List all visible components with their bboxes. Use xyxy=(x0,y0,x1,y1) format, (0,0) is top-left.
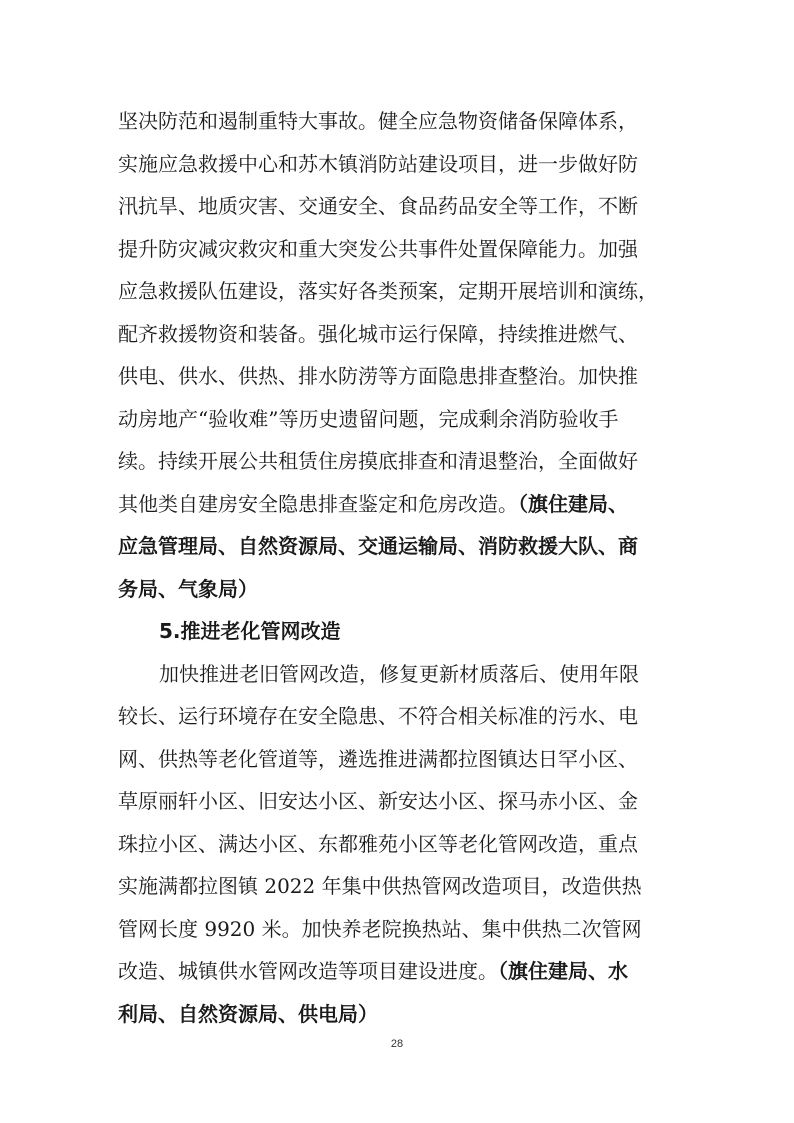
text-line: 坚决防范和遏制重特大事故。健全应急物资储备保障体系， xyxy=(118,109,638,133)
text-line: 珠拉小区、满达小区、东都雅苑小区等老化管网改造，重点 xyxy=(118,831,638,856)
text-line: 配齐救援物资和装备。强化城市运行保障，持续推进燃气、 xyxy=(118,321,638,346)
text-line: 网、供热等老化管道等，遴选推进满都拉图镇达日罕小区、 xyxy=(118,746,638,771)
text-line-mixed xyxy=(118,483,678,526)
text-line: 汛抗旱、地质灾害、交通安全、食品药品安全等工作，不断 xyxy=(118,194,638,218)
text-line-first: 加快推进老旧管网改造，修复更新材质落后、使用年限 xyxy=(159,661,639,686)
text-line-mixed xyxy=(118,950,678,993)
text-line: 较长、运行环境存在安全隐患、不符合相关标准的污水、电 xyxy=(118,704,638,728)
responsible-departments: （旗住建局、 xyxy=(518,491,628,516)
text-line: 供电、供水、供热、排水防涝等方面隐患排查整治。加快推 xyxy=(118,364,638,388)
text-line: 实施应急救援中心和苏木镇消防站建设项目，进一步做好防 xyxy=(118,151,638,176)
text-segment: 其他类自建房安全隐患排查鉴定和危房改造。 xyxy=(118,491,518,516)
section-heading: 5.推进老化管网改造 xyxy=(159,619,341,643)
paragraph-pipe-network xyxy=(118,653,678,1036)
text-line: 实施满都拉图镇 2022 年集中供热管网改造项目，改造供热 xyxy=(118,874,642,898)
responsible-departments-line: 务局、气象局） xyxy=(118,576,258,601)
responsible-departments: （旗住建局、水 xyxy=(498,959,628,983)
responsible-departments-line: 应急管理局、自然资源局、交通运输局、消防救援大队、商 xyxy=(118,534,638,558)
paragraph-emergency-safety xyxy=(118,100,678,610)
page-number: 28 xyxy=(390,1038,404,1050)
document-body xyxy=(118,100,678,1035)
text-line: 提升防灾减灾救灾和重大突发公共事件处置保障能力。加强 xyxy=(118,236,638,261)
text-line: 动房地产“验收难”等历史遗留问题，完成剩余消防验收手 xyxy=(118,406,619,431)
text-line: 管网长度 9920 米。加快养老院换热站、集中供热二次管网 xyxy=(118,916,642,941)
text-line: 续。持续开展公共租赁住房摸底排查和清退整治，全面做好 xyxy=(118,449,638,473)
text-segment: 改造、城镇供水管网改造等项目建设进度。 xyxy=(118,959,498,983)
text-line: 草原丽轩小区、旧安达小区、新安达小区、探马赤小区、金 xyxy=(118,789,638,813)
responsible-departments-line: 利局、自然资源局、供电局） xyxy=(118,1001,378,1026)
text-line: 应急救援队伍建设，落实好各类预案，定期开展培训和演练， xyxy=(118,279,658,303)
